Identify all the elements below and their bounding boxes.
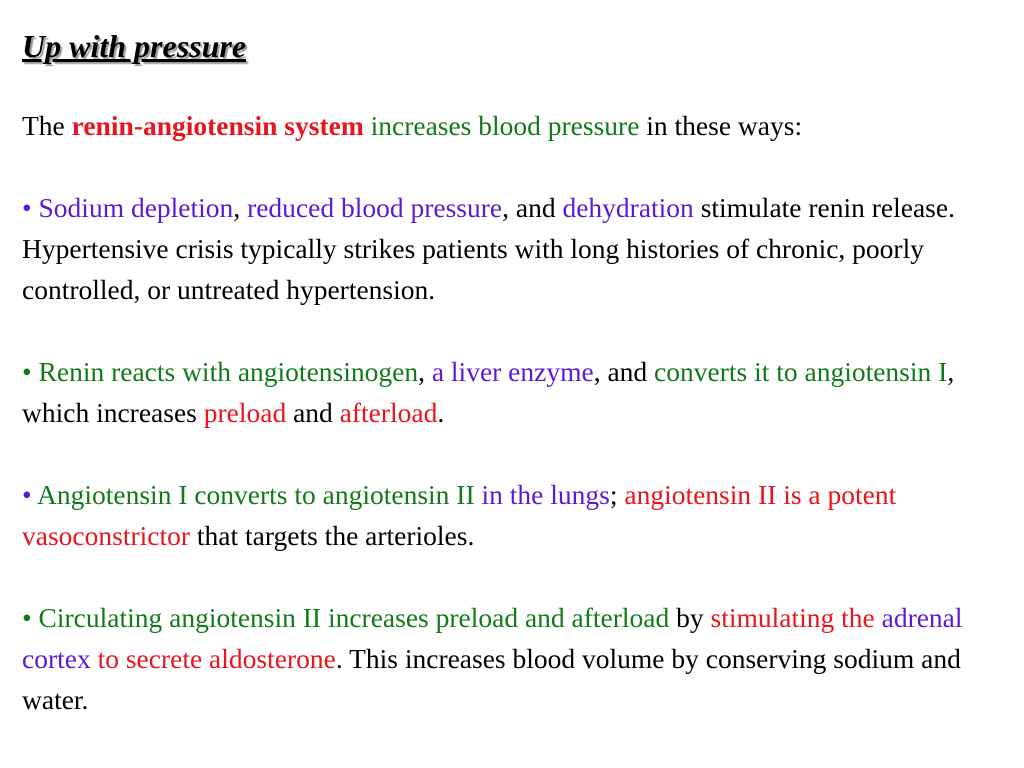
bullet-1-marker: • <box>22 192 39 223</box>
bullet-4-text-2: by <box>669 602 711 633</box>
bullet-2 <box>22 351 994 433</box>
intro-renin-angiotensin-system: renin-angiotensin system <box>71 110 364 141</box>
intro-increases-blood-pressure: increases blood pressure <box>370 110 640 141</box>
bullet-3-potent-vasoconstrictor: angiotensin II is a potent vasoconstrictor <box>22 479 897 551</box>
bullet-3-text-6: that targets the arterioles. <box>190 520 475 551</box>
bullet-1-dehydration: dehydration <box>562 192 694 223</box>
bullet-2-marker: • <box>22 356 39 387</box>
bullet-4-marker: • <box>22 602 39 633</box>
bullet-2-text-10: . <box>437 397 445 428</box>
bullet-4-text-6: . This increases blood volume by conserving sodium and water. <box>22 643 961 715</box>
bullet-4 <box>22 597 994 720</box>
bullet-2-converts-to-angiotensin-i: converts it to angiotensin I <box>654 356 948 387</box>
bullet-1-text-6: stimulate renin release. Hypertensive crisis typically strikes patients with long histories of chronic, poorly controlled, or untreated hypertension. <box>22 192 955 305</box>
bullet-2-afterload: afterload <box>339 397 438 428</box>
bullet-1 <box>22 187 994 310</box>
bullet-3-marker: • <box>22 479 37 510</box>
slide-title: Up with pressure <box>22 28 247 64</box>
intro-text-3 <box>364 110 371 141</box>
bullet-2-preload: preload <box>203 397 287 428</box>
bullet-2-text-6: , which increases <box>22 356 955 428</box>
bullet-3 <box>22 474 994 556</box>
bullet-1-text-4: , and <box>502 192 563 223</box>
bullet-4-secrete-aldosterone: to secrete aldosterone <box>90 643 336 674</box>
bullet-2-liver-enzyme: a liver enzyme <box>431 356 594 387</box>
bullet-1-reduced-blood-pressure: reduced blood pressure <box>247 192 503 223</box>
bullet-2-renin-reacts: Renin reacts with angiotensinogen <box>38 356 419 387</box>
bullet-3-text-4: ; <box>609 479 625 510</box>
bullet-3-text-2 <box>475 479 482 510</box>
bullet-4-stimulating-the: stimulating the <box>710 602 882 633</box>
bullet-4-circulating-angiotensin: Circulating angiotensin II increases preload and afterload <box>38 602 670 633</box>
bullet-4-adrenal-cortex: adrenal cortex <box>22 602 963 674</box>
intro-text-5: in these ways: <box>639 110 803 141</box>
bullet-2-text-2: , <box>418 356 432 387</box>
bullet-1-text-2: , <box>233 192 248 223</box>
bullet-2-text-4: , and <box>593 356 655 387</box>
bullet-2-text-8: and <box>286 397 340 428</box>
bullet-3-in-the-lungs: in the lungs <box>481 479 610 510</box>
bullet-3-angiotensin-conversion: Angiotensin I converts to angiotensin II <box>37 479 475 510</box>
bullet-1-sodium-depletion: Sodium depletion <box>38 192 234 223</box>
intro-text-1: The <box>22 110 72 141</box>
intro-paragraph <box>22 105 994 146</box>
